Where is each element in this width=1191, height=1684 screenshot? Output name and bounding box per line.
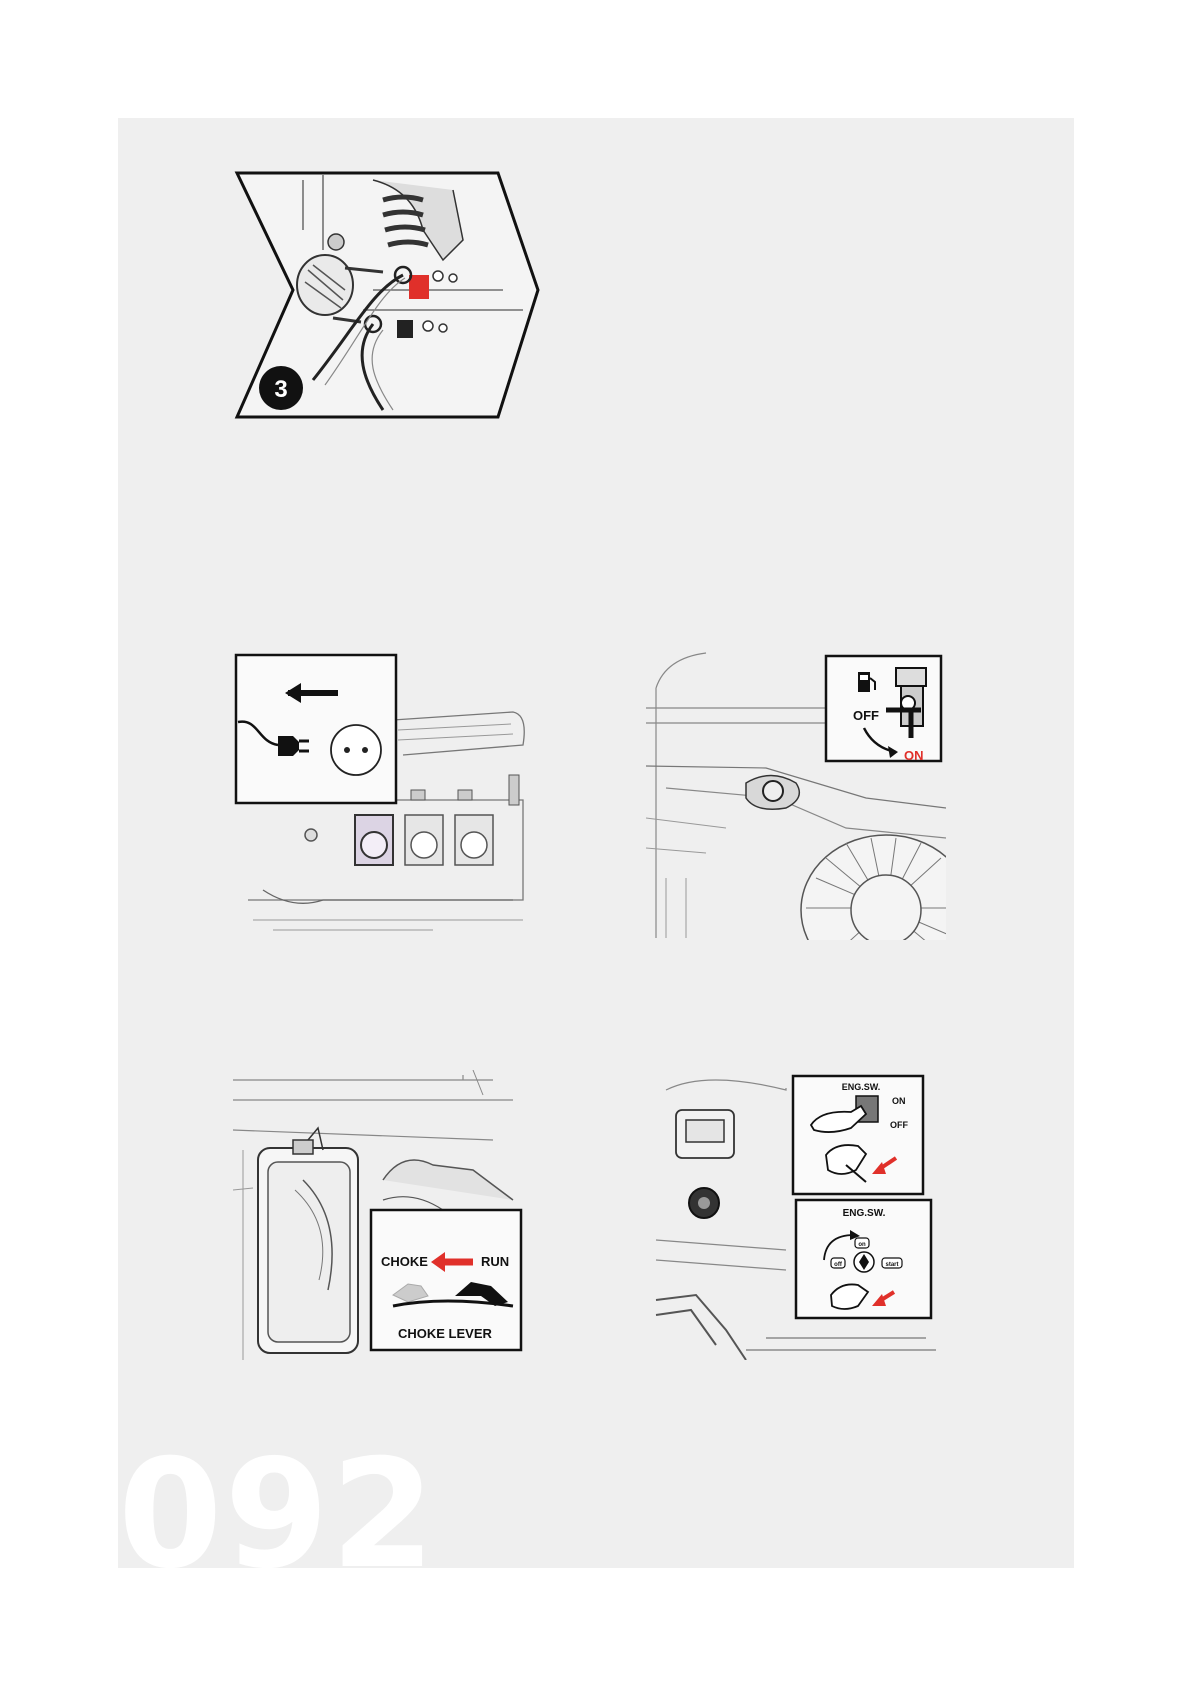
figure-unplug-loads	[233, 650, 533, 940]
page-number: 092	[118, 1428, 438, 1568]
figure-battery-connection	[233, 170, 553, 420]
key-on-label: on	[858, 1242, 866, 1248]
engine-switch-illustration	[646, 1070, 946, 1360]
battery-illustration	[233, 170, 553, 420]
plug-icon	[278, 736, 299, 756]
key-switch-label: ENG.SW.	[842, 1208, 886, 1219]
choke-label: CHOKE	[381, 1254, 428, 1269]
socket-icon	[331, 725, 381, 775]
air-filter-cover	[258, 1128, 358, 1353]
key-off-label: off	[834, 1262, 842, 1268]
off-label: OFF	[853, 708, 879, 723]
figure-engine-switch	[646, 1070, 946, 1360]
unplug-illustration	[233, 650, 533, 940]
eng-sw-label: ENG.SW.	[841, 1082, 881, 1092]
step-number: 3	[274, 376, 288, 403]
fuel-valve-illustration	[646, 648, 946, 940]
switch-on-label: ON	[892, 1096, 906, 1106]
choke-illustration	[233, 1070, 533, 1360]
recoil-starter	[801, 835, 946, 940]
on-label: ON	[904, 748, 924, 763]
switch-off-label: OFF	[890, 1120, 908, 1130]
run-label: RUN	[481, 1254, 510, 1269]
key-start-label: start	[885, 1262, 899, 1268]
figure-fuel-valve	[646, 648, 946, 940]
choke-lever-label: CHOKE LEVER	[398, 1326, 492, 1341]
page-panel	[118, 118, 1074, 1568]
unplug-inset	[236, 655, 396, 803]
positive-terminal-highlight	[409, 275, 429, 299]
figure-choke-lever	[233, 1070, 533, 1360]
